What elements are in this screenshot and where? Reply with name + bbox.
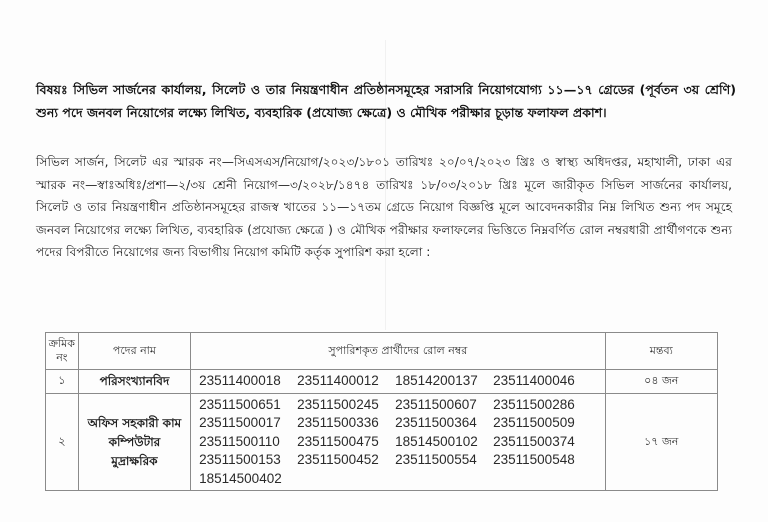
table-row [46, 394, 718, 491]
table-row [46, 370, 718, 394]
row-post-name: পরিসংখ্যানবিদ [78, 370, 190, 394]
table-header-row [46, 333, 718, 370]
roll-number: 23511500607 [395, 396, 477, 412]
roll-number: 23511500651 [199, 396, 281, 412]
roll-number: 23511500286 [493, 396, 575, 412]
roll-number: 23511500336 [297, 415, 379, 431]
roll-number: 23511400046 [493, 373, 575, 389]
row-remark: ০৪ জন [605, 370, 717, 394]
roll-number: 23511500554 [395, 452, 477, 468]
body-paragraph: সিভিল সার্জন, সিলেট এর স্মারক নং—সিএসএস/নিয়োগ/২০২৩/১৮০১ তারিখঃ ২০/০৭/২০২৩ খ্রিঃ ও স্বাস্থ্য অধিদপ্তর, মহাখালী, ঢাকা এর স্মারক নং—স্বাঃঅধিঃ/প্রশা—২/৩য় শ্রেনী নিয়োগ—৩/২০২৮/১৪৭৪ তারিখঃ ১৮/০৩/২০১৮ খ্রিঃ মূলে জারীকৃত সিভিল সার্জনের কার্যালয়, সিলেট ও তার নিয়ন্ত্রণাধীন প্রতিষ্ঠানসমূহের রাজস্ব খাতের ১১—১৭তম গ্রেডে নিয়োগ বিজ্ঞপ্তি মূলে আবেদনকারীর নিম্ন লিখিত শুন্য পদ সমূহে জনবল নিয়োগের লক্ষ্যে লিখিত, ব্যবহারিক (প্রযোজ্য ক্ষেত্রে ) ও মৌখিক পরীক্ষার ফলাফলের ভিত্তিতে নিম্নবর্ণিত রোল নম্বরধারী প্রার্থীগণকে শুন্য পদের বিপরীতে নিয়োগের জন্য বিভাগীয় নিয়োগ কমিটি কর্তৃক সুপারিশ করা হলো : [36, 155, 732, 259]
post-name-text: অফিস সহকারী কাম কম্পিউটার মুদ্রাক্ষরিক [87, 415, 182, 468]
row-serial: ২ [46, 394, 79, 491]
header-roll-numbers: সুপারিশকৃত প্রার্থীদের রোল নম্বর [191, 333, 605, 370]
roll-number: 23511500245 [297, 396, 379, 412]
row-roll-numbers [191, 370, 605, 394]
roll-number: 23511500153 [199, 452, 281, 468]
roll-number: 23511500374 [493, 433, 575, 449]
header-serial: ক্রমিক নং [46, 333, 79, 370]
roll-number: 23511400018 [199, 373, 281, 389]
row-roll-numbers [191, 394, 605, 491]
subject-heading: বিষয়ঃ সিভিল সার্জনের কার্যালয়, সিলেট ও তার নিয়ন্ত্রণাধীন প্রতিষ্ঠানসমূহের সরাসরি নিয়োগযোগ্য ১১—১৭ গ্রেডের (পূর্বতন ৩য় শ্রেণি) শুন্য পদে জনবল নিয়োগের লক্ষ্যে লিখিত, ব্যবহারিক (প্রযোজ্য ক্ষেত্রে) ও মৌখিক পরীক্ষার চূড়ান্ত ফলাফল প্রকাশ। [36, 82, 736, 120]
roll-number-list [199, 372, 604, 391]
roll-number: 23511500452 [297, 452, 379, 468]
row-remark: ১৭ জন [605, 394, 717, 491]
row-serial: ১ [46, 370, 79, 394]
roll-number: 18514500102 [395, 433, 478, 449]
recommendation-table [45, 332, 718, 491]
header-remark: মন্তব্য [605, 333, 717, 370]
roll-number: 23511500475 [297, 433, 379, 449]
roll-number: 23511500509 [493, 415, 575, 431]
header-post-name: পদের নাম [78, 333, 190, 370]
roll-number: 23511400012 [297, 373, 379, 389]
roll-number: 23511500017 [199, 415, 281, 431]
roll-number: 23511500548 [493, 452, 575, 468]
row-post-name [78, 394, 190, 491]
roll-number-list [199, 396, 604, 489]
roll-number: 23511500364 [395, 415, 477, 431]
roll-number: 18514200137 [395, 373, 478, 389]
roll-number: 18514500402 [199, 470, 282, 486]
roll-number: 23511500110 [199, 433, 280, 449]
